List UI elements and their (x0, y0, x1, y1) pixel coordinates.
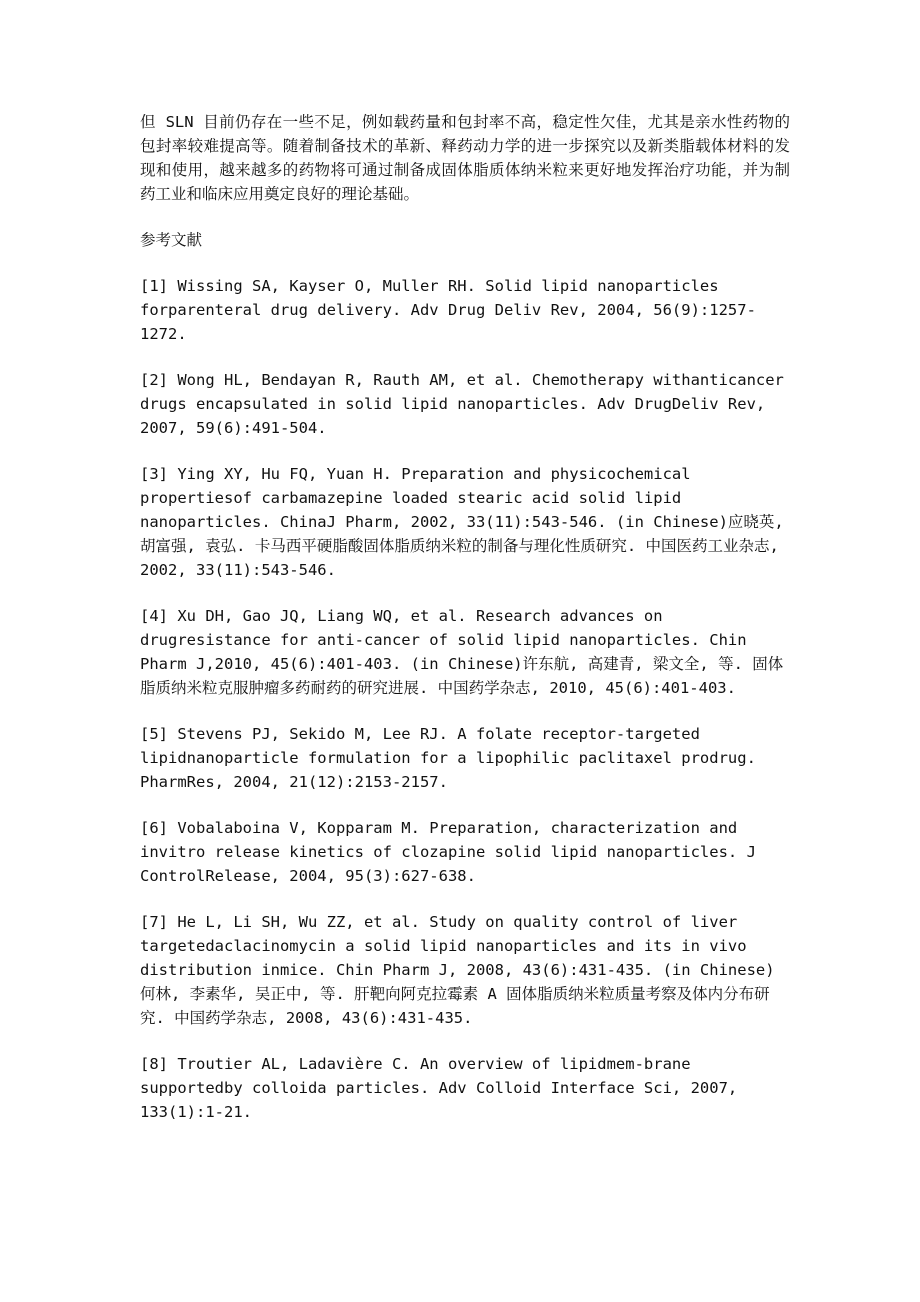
document-page (140, 110, 790, 1146)
reference-8: [8] Troutier AL, Ladavière C. An overview of lipidmem-brane supportedby colloida particles. Adv Colloid Interface Sci, 2007, 133(1):1-21. (140, 1055, 738, 1121)
reference-4: [4] Xu DH, Gao JQ, Liang WQ, et al. Research advances on drugresistance for anti-cancer of solid lipid nanoparticles. Chin Pharm J,2010, 45(6):401-403. (in Chinese)许东航, 高建青, 梁文全, 等. 固体脂质纳米粒克服肿瘤多药耐药的研究进展. 中国药学杂志, 2010, 45(6):401-403. (140, 607, 784, 697)
reference-3: [3] Ying XY, Hu FQ, Yuan H. Preparation and physicochemical propertiesof carbamazepine loaded stearic acid solid lipid nanoparticles. ChinaJ Pharm, 2002, 33(11):543-546. (in Chinese)应晓英, 胡富强, 袁弘. 卡马西平硬脂酸固体脂质纳米粒的制备与理化性质研究. 中国医药工业杂志, 2002, 33(11):543-546. (140, 465, 784, 579)
reference-6: [6] Vobalaboina V, Kopparam M. Preparation, characterization and invitro release kinetics of clozapine solid lipid nanoparticles. J ControlRelease, 2004, 95(3):627-638. (140, 819, 756, 885)
references-heading: 参考文献 (140, 231, 203, 249)
reference-5: [5] Stevens PJ, Sekido M, Lee RJ. A folate receptor-targeted lipidnanoparticle formulation for a lipophilic paclitaxel prodrug. PharmRes, 2004, 21(12):2153-2157. (140, 725, 756, 791)
reference-1: [1] Wissing SA, Kayser O, Muller RH. Solid lipid nanoparticles forparenteral drug delivery. Adv Drug Deliv Rev, 2004, 56(9):1257-1272. (140, 277, 756, 343)
reference-2: [2] Wong HL, Bendayan R, Rauth AM, et al. Chemotherapy withanticancer drugs encapsulated in solid lipid nanoparticles. Adv DrugDeliv Rev, 2007, 59(6):491-504. (140, 371, 784, 437)
intro-paragraph: 但 SLN 目前仍存在一些不足，例如载药量和包封率不高，稳定性欠佳，尤其是亲水性药物的包封率较难提高等。随着制备技术的革新、释药动力学的进一步探究以及新类脂载体材料的发现和使用，越来越多的药物将可通过制备成固体脂质体纳米粒来更好地发挥治疗功能，并为制药工业和临床应用奠定良好的理论基础。 (140, 113, 790, 203)
reference-7: [7] He L, Li SH, Wu ZZ, et al. Study on quality control of liver targetedaclacinomycin a solid lipid nanoparticles and its in vivo distribution inmice. Chin Pharm J, 2008, 43(6):431-435. (in Chinese)何林, 李素华, 吴正中, 等. 肝靶向阿克拉霉素 A 固体脂质纳米粒质量考察及体内分布研究. 中国药学杂志, 2008, 43(6):431-435. (140, 913, 775, 1027)
